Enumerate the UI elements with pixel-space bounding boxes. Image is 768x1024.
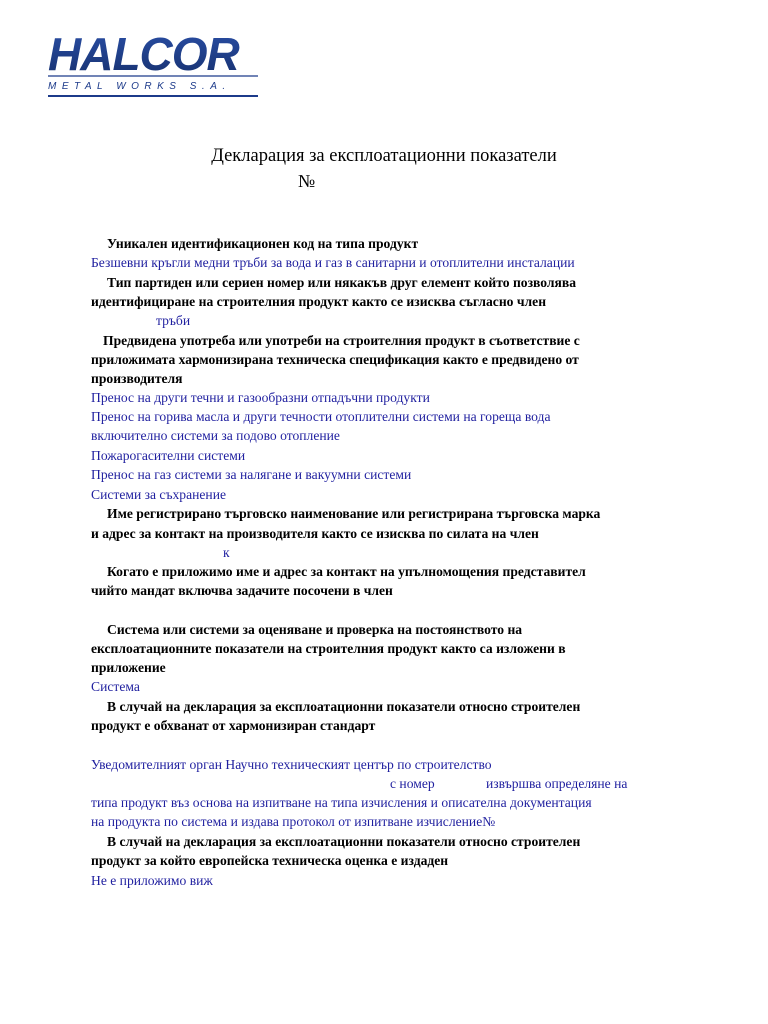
section-7-value-line-1: Уведомителният орган Научно техническият център по строителство [91,757,492,772]
section-7-value-line-2b: извършва определяне на [486,776,628,791]
logo-brand: HALCOR [48,28,239,80]
section-2-value: тръби [156,313,191,328]
section-4-value: к [223,545,230,560]
section-3-item: Пренос на горива масла и други течности отоплителни системи на гореща вода [91,409,551,424]
section-4-heading-line-2: и адрес за контакт на производителя както се изисква по силата на член [91,526,539,541]
section-8-heading-line-2: продукт за който европейска техническа оценка е издаден [91,853,449,868]
logo-subtitle: METAL WORKS S.A. [48,81,231,92]
section-3-heading-line-2: приложимата хармонизирана техническа спецификация както е предвидено от [91,352,579,367]
halcor-logo [46,26,266,100]
declaration-number-label: № [298,171,316,191]
section-7-value-line-2a: с номер [390,776,435,791]
section-3-item: Пренос на други течни и газообразни отпадъчни продукти [91,390,430,405]
section-1-value: Безшевни кръгли медни тръби за вода и газ в санитарни и отоплителни инсталации [91,255,575,270]
section-7-value-line-4: на продукта по система и издава протокол от изпитване изчисление№ [91,814,496,829]
section-7-heading-line-1: В случай на декларация за експлоатационни показатели относно строителен [107,699,581,714]
section-4-heading-line-1: Име регистрирано търговско наименование или регистрирана търговска марка [107,506,601,521]
section-8-value: Не е приложимо виж [91,873,213,888]
section-3-item: Пожарогасителни системи [91,448,246,463]
section-2-heading-line-1: Тип партиден или сериен номер или някакъв друг елемент който позволява [107,275,577,290]
section-7-value-line-3: типа продукт въз основа на изпитване на типа изчисления и описателна документация [91,795,592,810]
section-6-value: Система [91,679,140,694]
section-8-heading-line-1: В случай на декларация за експлоатационни показатели относно строителен [107,834,581,849]
section-1-heading: Уникален идентификационен код на типа продукт [107,236,419,251]
section-3-item: включително системи за подово отопление [91,428,340,443]
section-6-heading-line-1: Система или системи за оценяване и проверка на постоянството на [107,622,523,637]
section-3-heading-line-1: Предвидена употреба или употреби на строителния продукт в съответствие с [103,333,580,348]
section-3-heading-line-3: производителя [91,371,183,386]
section-2-heading-line-2: идентифициране на строителния продукт както се изисква съгласно член [91,294,547,309]
section-5-heading-line-2: чийто мандат включва задачите посочени в член [91,583,393,598]
section-3-item: Системи за съхранение [91,487,227,502]
section-7-heading-line-2: продукт е обхванат от хармонизиран стандарт [91,718,376,733]
page-title: Декларация за експлоатационни показатели [211,146,557,166]
section-3-item: Пренос на газ системи за налягане и вакуумни системи [91,467,412,482]
section-6-heading-line-2: експлоатационните показатели на строителния продукт както са изложени в [91,641,566,656]
section-6-heading-line-3: приложение [91,660,166,675]
section-5-heading-line-1: Когато е приложимо име и адрес за контакт на упълномощения представител [107,564,586,579]
